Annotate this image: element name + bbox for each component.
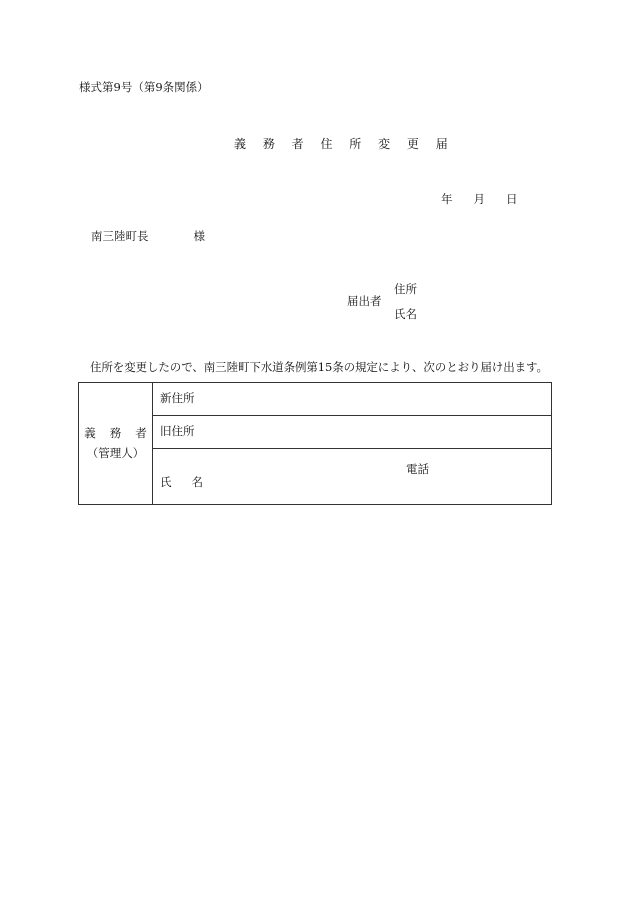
- notifier-label: 届出者: [347, 294, 382, 308]
- old-address-cell[interactable]: [153, 416, 552, 449]
- addressee: [91, 231, 205, 243]
- date-day-label: 日: [506, 192, 518, 206]
- date-line: [441, 194, 518, 206]
- addressee-name: 南三陸町長: [91, 229, 149, 243]
- name-phone-cell[interactable]: [153, 449, 552, 505]
- new-address-cell[interactable]: [153, 383, 552, 416]
- manager-label: （管理人）: [86, 445, 145, 460]
- statement-text: 住所を変更したので、南三陸町下水道条例第15条の規定により、次のとおり届け出ます。: [90, 360, 548, 374]
- date-year-label: 年: [441, 192, 453, 206]
- addressee-honorific: 様: [193, 229, 205, 243]
- new-address-label: 新住所: [160, 391, 195, 405]
- old-address-label: 旧住所: [160, 424, 195, 438]
- obligor-label: 義 務 者: [84, 426, 147, 440]
- obligor-table: [78, 382, 552, 505]
- date-month-label: 月: [473, 192, 485, 206]
- document-title: 義 務 者 住 所 変 更 届: [234, 137, 455, 151]
- notifier-name-label: 氏名: [394, 307, 417, 321]
- obligor-cell: [79, 383, 153, 505]
- name-label: 氏 名: [160, 475, 203, 489]
- phone-label: 電話: [406, 462, 429, 476]
- form-number: 様式第9号（第9条関係）: [79, 80, 209, 94]
- notifier-address-label: 住所: [394, 282, 417, 296]
